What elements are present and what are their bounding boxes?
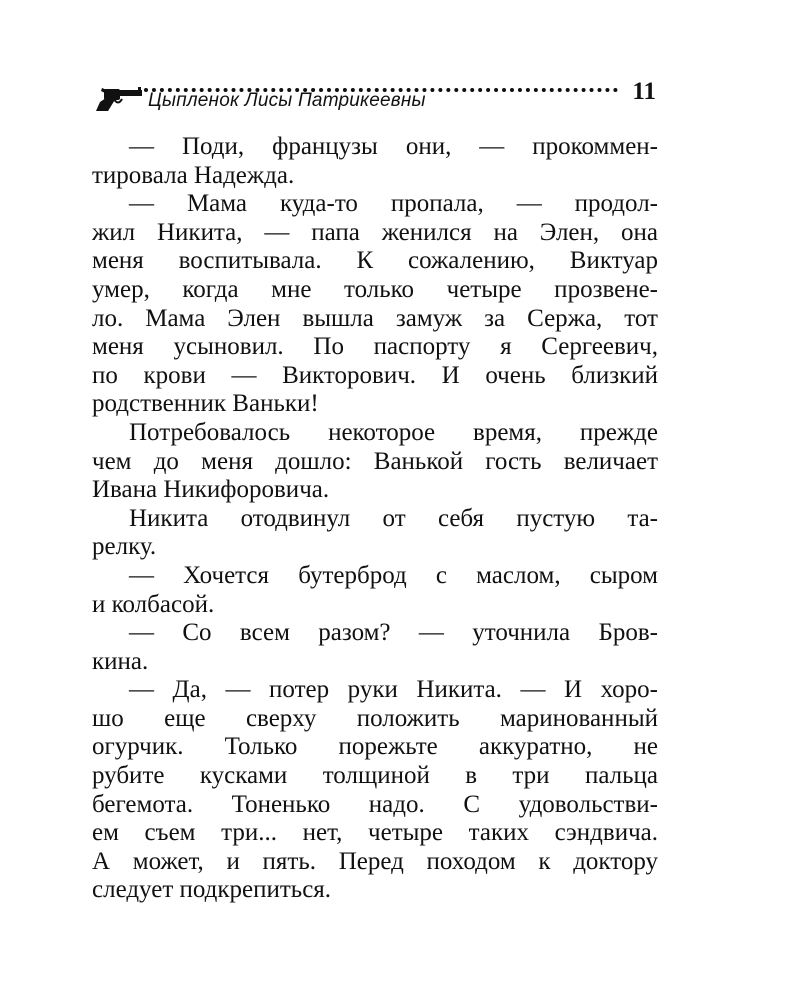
text-line: по крови — Викторович. И очень близкий <box>92 361 658 389</box>
text-line: Ивана Никифоровича. <box>92 476 330 504</box>
text-line: — Хочется бутерброд с маслом, сыром <box>129 561 658 589</box>
text-line: — Мама куда-то пропала, — продол- <box>129 190 658 218</box>
text-line: и колбасой. <box>92 590 215 618</box>
text-line: Никита отодвинул от себя пустую та- <box>129 504 658 532</box>
text-line: тировала Надежда. <box>92 161 295 189</box>
text-line: кина. <box>92 647 149 675</box>
text-line: А может, и пять. Перед походом к доктору <box>92 847 658 875</box>
text-line: умер, когда мне только четыре прозвене- <box>92 275 658 303</box>
text-line: — Поди, французы они, — прокоммен- <box>129 133 658 160</box>
page-header <box>92 76 660 118</box>
text-line: меня усыновил. По паспорту я Сергеевич, <box>92 333 658 361</box>
text-line: чем до меня дошло: Ванькой гость величает <box>92 447 658 475</box>
text-line: шо еще сверху положить маринованный <box>92 704 658 732</box>
text-line: рубите кусками толщиной в три пальца <box>92 762 658 790</box>
running-title: Цыпленок Лисы Патрикеевны <box>148 90 426 111</box>
text-line: Потребовалось некоторое время, прежде <box>129 418 658 446</box>
revolver-icon <box>92 84 146 112</box>
page-number: 11 <box>632 78 656 105</box>
text-line: меня воспитывала. К сожалению, Виктуар <box>92 247 658 275</box>
text-line: жил Никита, — папа женился на Элен, она <box>92 218 658 246</box>
text-line: родственник Ваньки! <box>92 390 319 418</box>
text-line: бегемота. Тоненько надо. С удовольстви- <box>92 790 658 818</box>
text-line: следует подкрепиться. <box>92 876 332 904</box>
text-line: ло. Мама Элен вышла замуж за Сержа, тот <box>92 304 658 332</box>
text-line: ем съем три... нет, четыре таких сэндвича. <box>92 819 658 847</box>
text-line: огурчик. Только порежьте аккуратно, не <box>92 733 658 761</box>
text-line: — Да, — потер руки Никита. — И хоро- <box>129 676 658 704</box>
text-line: релку. <box>92 533 157 561</box>
body-text <box>92 133 658 905</box>
text-line: — Со всем разом? — уточнила Бров- <box>129 619 658 647</box>
